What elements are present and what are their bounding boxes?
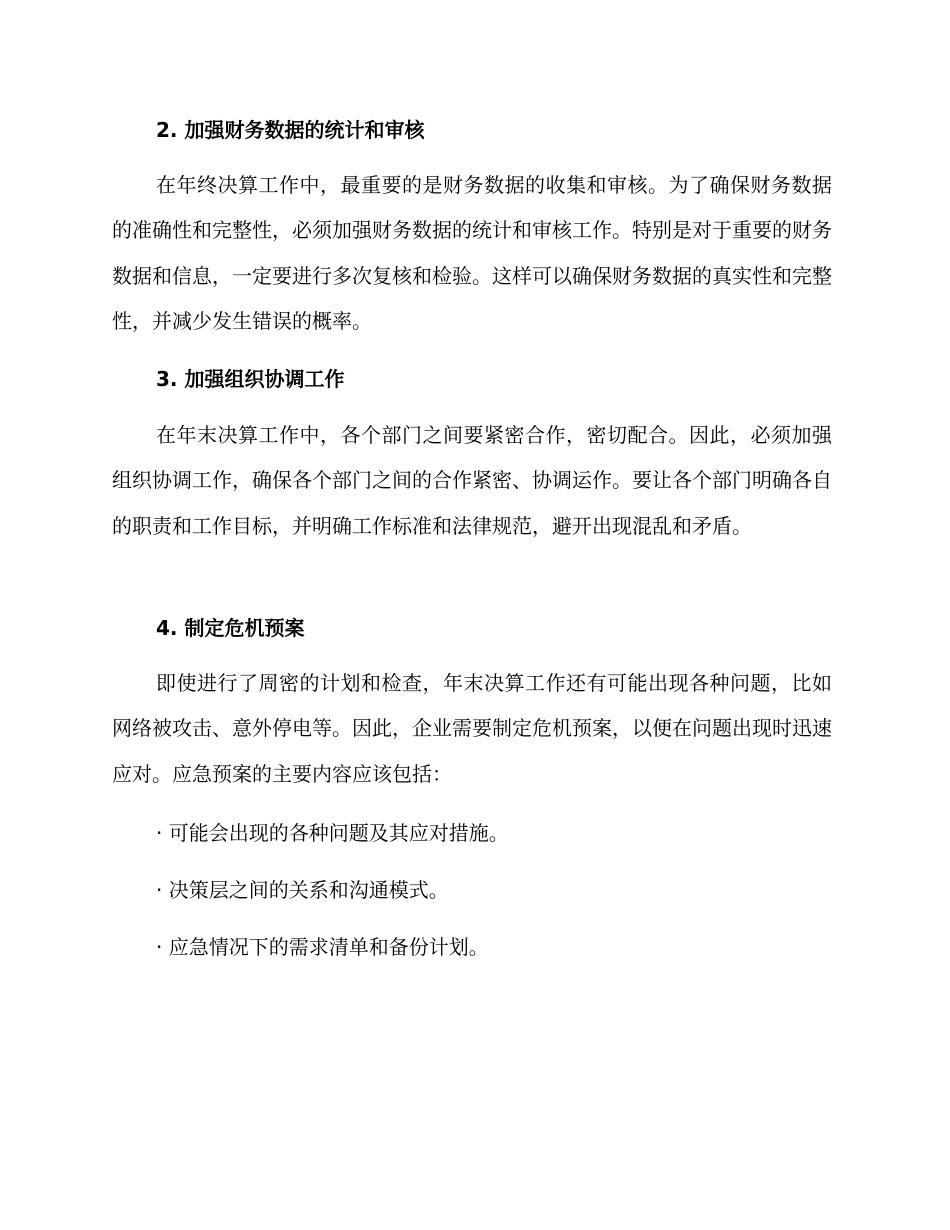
- section-heading-organization-coordination: 3. 加强组织协调工作: [156, 367, 345, 391]
- list-item: · 决策层之间的关系和沟通模式。: [156, 878, 449, 902]
- section-heading-crisis-plan: 4. 制定危机预案: [156, 616, 305, 640]
- section-paragraph-organization-coordination: 在年末决算工作中，各个部门之间要紧密合作，密切配合。因此，必须加强组织协调工作，确保各个部门之间的合作紧密、协调运作。要让各个部门明确各自的职责和工作目标，并明确工作标准和法律规范，避开出现混乱和矛盾。: [112, 423, 832, 538]
- list-item: · 应急情况下的需求清单和备份计划。: [156, 935, 489, 959]
- section-heading-financial-data-review: 2. 加强财务数据的统计和审核: [156, 118, 425, 142]
- section-paragraph-financial-data-review: 在年终决算工作中，最重要的是财务数据的收集和审核。为了确保财务数据的准确性和完整性，必须加强财务数据的统计和审核工作。特别是对于重要的财务数据和信息，一定要进行多次复核和检验。这样可以确保财务数据的真实性和完整性，并减少发生错误的概率。: [112, 173, 832, 333]
- list-item: · 可能会出现的各种问题及其应对措施。: [156, 821, 509, 845]
- section-paragraph-crisis-plan: 即使进行了周密的计划和检查，年末决算工作还有可能出现各种问题，比如网络被攻击、意外停电等。因此，企业需要制定危机预案，以便在问题出现时迅速应对。应急预案的主要内容应该包括：: [112, 671, 832, 786]
